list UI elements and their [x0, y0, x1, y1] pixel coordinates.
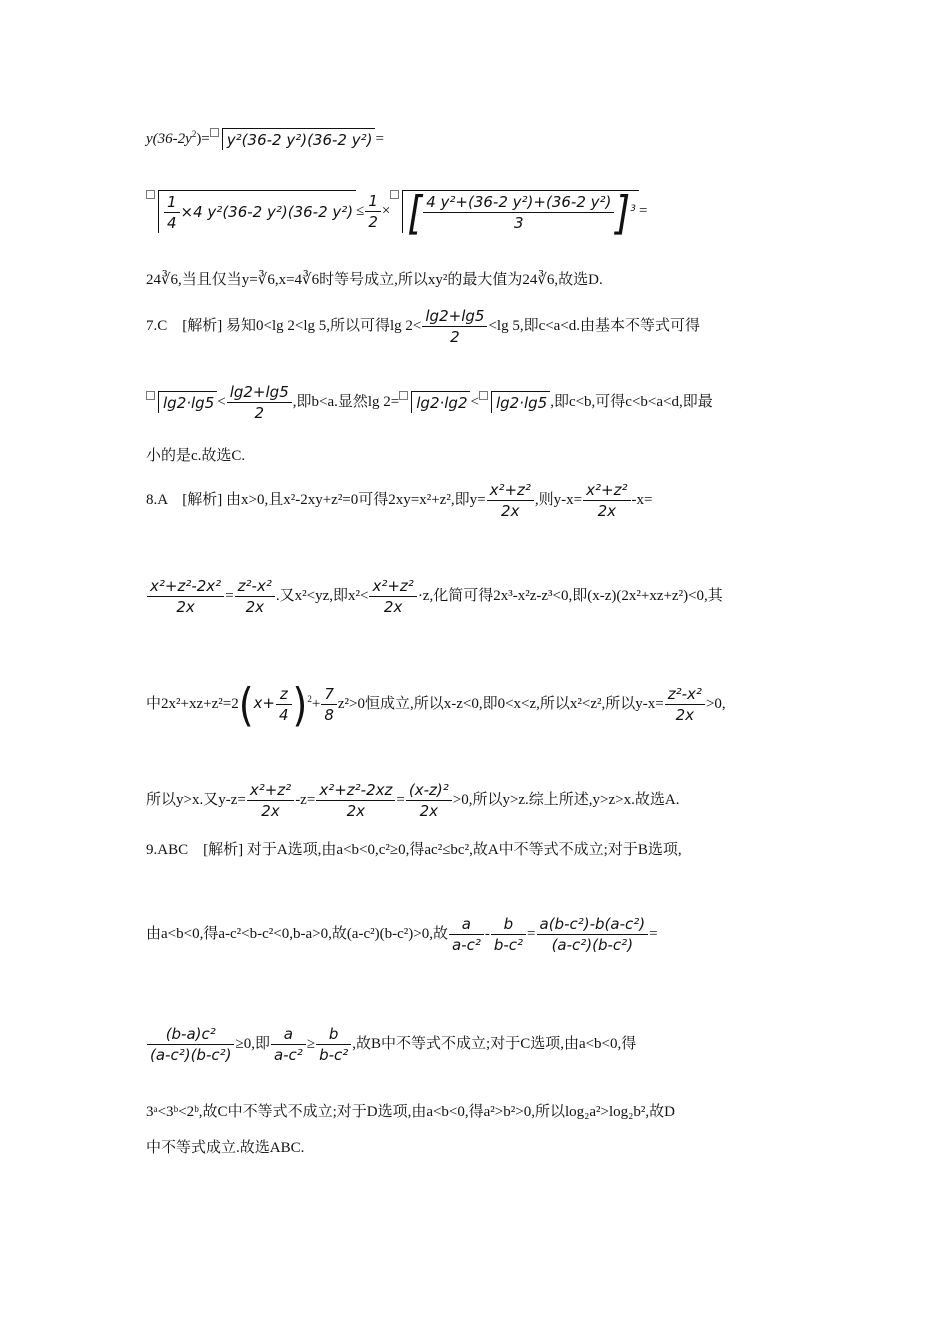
fraction-numerator: x²+z²-2x²: [147, 576, 224, 597]
fraction-numerator: b: [316, 1024, 351, 1045]
fraction-denominator: 2x: [176, 598, 195, 616]
expr-text: =: [649, 925, 658, 942]
fraction-denominator: 4: [278, 706, 289, 724]
solution-line-7: [146, 480, 652, 521]
solution-line-1: $y(36-2y^2)=$ y²(36-2 y²)(36-2 y²) =: [146, 128, 384, 149]
radicand: ×4 y²(36-2 y²)(36-2 y²): [180, 203, 354, 221]
fraction-numerator: (x-z)²: [406, 780, 452, 801]
expr-text: 所以y>x.又y-z=: [146, 791, 246, 808]
fraction-numerator: a: [271, 1024, 306, 1045]
fraction-denominator: 8: [324, 706, 334, 724]
fraction-numerator: 1: [365, 191, 381, 212]
square-root: [399, 391, 470, 414]
expr-text: 7.C [解析] 易知0<lg 2<lg 5,所以可得lg 2<: [146, 317, 422, 334]
fraction-denominator: a-c²: [273, 1046, 303, 1064]
solution-line-5: [146, 382, 713, 423]
cube-root: [ $\frac{\text{4 y²+(36-2 y²)+(36-2 y²)}}{3}$ ]$^3$: [390, 190, 639, 233]
exponent: 3: [630, 204, 636, 214]
fraction-denominator: 2x: [261, 802, 280, 820]
fraction-numerator: 1: [164, 192, 180, 213]
expr-text: =: [638, 202, 648, 219]
square-root: [146, 391, 217, 414]
expr-text: ,则y-x=: [534, 491, 583, 508]
expr-text: )=: [196, 130, 210, 147]
fraction-denominator: 4: [167, 214, 177, 232]
fraction-denominator: 3: [514, 214, 524, 232]
fraction-denominator: 2x: [675, 706, 695, 724]
solution-line-2: [146, 186, 648, 239]
expr-text: ≥0,即: [235, 1035, 270, 1052]
expr-text: ≥: [306, 1035, 316, 1052]
solution-line-8: [146, 576, 723, 617]
expr-text: ,即c<b,可得c<b<a<d,即最: [550, 393, 713, 410]
expr-text: 中2x²+xz+z²=2: [146, 695, 239, 712]
expr-text: <: [217, 393, 226, 410]
solution-line-6: 小的是c.故选C.: [146, 448, 246, 464]
fraction-numerator: 4 y²+(36-2 y²)+(36-2 y²): [423, 192, 614, 213]
radicand: lg2·lg2: [411, 391, 470, 413]
fraction-denominator: (a-c²)(b-c²): [551, 936, 634, 954]
expr-text: =: [396, 791, 405, 808]
expr-text: x+: [253, 693, 275, 712]
fraction-denominator: 2x: [346, 802, 366, 820]
fraction-numerator: 7: [321, 684, 337, 705]
fraction-numerator: b: [491, 914, 526, 935]
expr-text: 8.A [解析] 由x>0,且x²-2xy+z²=0可得2xy=x²+z²,即y=: [146, 491, 486, 508]
expr-text: ,即b<a.显然lg 2=: [292, 393, 400, 410]
expr-text: z²>0恒成立,所以x-z<0,即0<x<z,所以x²<z²,所以y-x=: [337, 695, 664, 712]
fraction-numerator: a(b-c²)-b(a-c²): [537, 914, 649, 935]
radicand: lg2·lg5: [158, 391, 217, 413]
expr-text: <lg 5,即c<a<d.由基本不等式可得: [488, 317, 701, 334]
fraction-numerator: a: [449, 914, 484, 935]
fraction-numerator: x²+z²: [583, 480, 630, 501]
radicand: y²(36-2 y²)(36-2 y²): [222, 128, 376, 150]
fraction-numerator: z: [276, 684, 292, 705]
solution-line-13: [146, 1024, 636, 1065]
fraction-denominator: 2x: [597, 502, 617, 520]
expr-text: =: [375, 130, 384, 147]
solution-line-10: [146, 780, 679, 821]
fraction-numerator: x²+z²-2xz: [316, 780, 395, 801]
fraction-denominator: 2: [450, 328, 460, 346]
cube-root: [146, 190, 356, 233]
solution-line-9: 中2x²+xz+z²=2(x+ $\frac{z}{4}$ )$^2$+ $\frac{7}{8}$ z²>0恒成立,所以x-z<0,即0<x<z,所以x²<z²,所以y-x= $\frac{\text{z²-x²}}{2x}$ >0,: [146, 678, 726, 731]
fraction-numerator: (b-a)c²: [147, 1024, 234, 1045]
expr-text: y(36-2y: [146, 130, 192, 147]
fraction-numerator: lg2+lg5: [227, 382, 292, 403]
solution-line-14: 3ᵃ<3ᵇ<2ᵇ,故C中不等式不成立;对于D选项,由a<b<0,得a²>b²>0,所以log₂a²>log₂b²,故D: [146, 1104, 675, 1120]
expr-text: <: [470, 393, 479, 410]
cube-root: [210, 128, 376, 151]
solution-line-4: [146, 306, 700, 347]
expr-text: ×: [381, 202, 391, 219]
solution-line-15: 中不等式成立.故选ABC.: [146, 1140, 305, 1156]
expr-text: =: [527, 925, 536, 942]
expr-text: +: [311, 695, 321, 712]
fraction-denominator: 2x: [383, 598, 403, 616]
fraction-denominator: 2x: [245, 598, 264, 616]
fraction-numerator: x²+z²: [487, 480, 534, 501]
solution-line-11: 9.ABC [解析] 对于A选项,由a<b<0,c²≥0,得ac²≤bc²,故A中不等式不成立;对于B选项,: [146, 842, 682, 858]
expr-text: -: [484, 925, 490, 942]
fraction-numerator: x²+z²: [369, 576, 416, 597]
fraction-denominator: b-c²: [493, 936, 524, 954]
expr-text: -x=: [631, 491, 653, 508]
expr-text: >0,: [705, 695, 726, 712]
fraction-numerator: z²-x²: [235, 576, 275, 597]
radicand: lg2·lg5: [491, 391, 550, 413]
solution-line-3: 24∛6,当且仅当y=∛6,x=4∛6时等号成立,所以xy²的最大值为24∛6,故选D.: [146, 272, 603, 288]
fraction-denominator: 2x: [501, 502, 520, 520]
expr-text: ·z,化简可得2x³-x²z-z³<0,即(x-z)(2x²+xz+z²)<0,其: [417, 587, 723, 604]
expr-text: ,故B中不等式不成立;对于C选项,由a<b<0,得: [352, 1035, 637, 1052]
fraction-denominator: 2: [254, 404, 264, 422]
expr-text: >0,所以y>z.综上所述,y>z>x.故选A.: [452, 791, 680, 808]
exponent: 2: [307, 693, 312, 704]
square-root: [479, 391, 550, 414]
expr-text: .又x²<yz,即x²<: [275, 587, 369, 604]
expr-text: 由a<b<0,得a-c²<b-c²<0,b-a>0,故(a-c²)(b-c²)>0,故: [146, 925, 448, 942]
expr-text: =: [225, 587, 234, 604]
fraction-denominator: 2: [368, 213, 378, 231]
fraction-denominator: b-c²: [319, 1046, 349, 1064]
fraction-denominator: a-c²: [451, 936, 481, 954]
expr-text: ≤: [356, 202, 365, 219]
fraction-numerator: x²+z²: [247, 780, 294, 801]
fraction-denominator: 2x: [419, 802, 438, 820]
solution-line-12: [146, 914, 658, 955]
fraction-numerator: z²-x²: [665, 684, 705, 705]
fraction-numerator: lg2+lg5: [422, 306, 487, 327]
fraction-denominator: (a-c²)(b-c²): [150, 1046, 232, 1064]
expr-text: -z=: [295, 791, 316, 808]
